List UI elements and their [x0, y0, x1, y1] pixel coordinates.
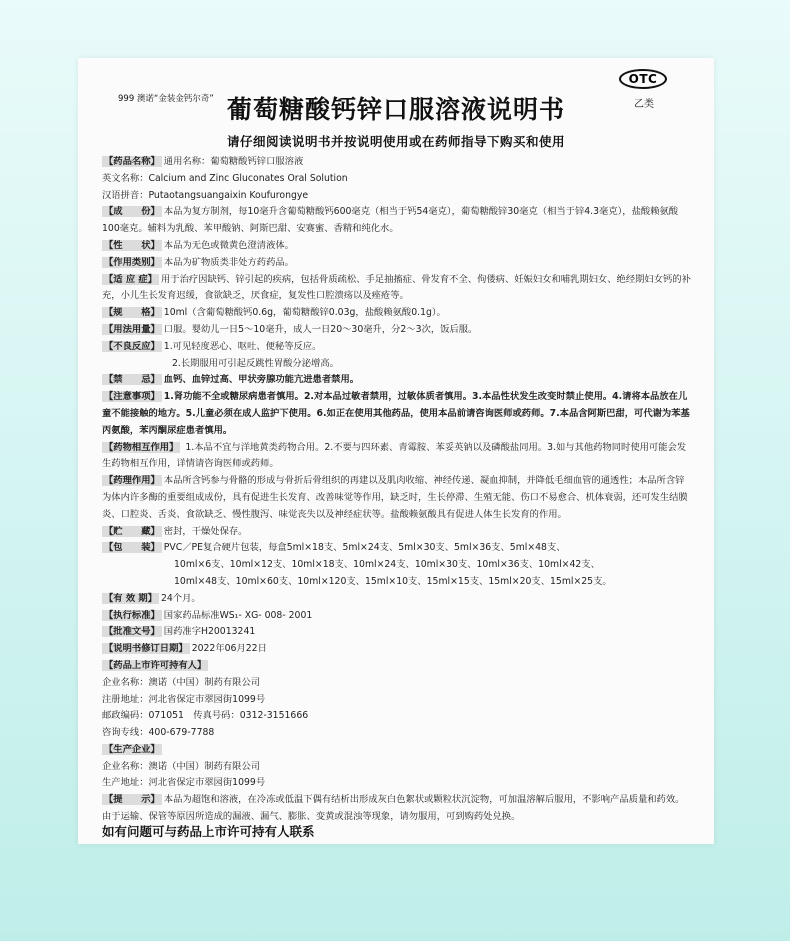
- section-label: 【不良反应】: [104, 340, 160, 352]
- leaflet-paper: [78, 58, 714, 844]
- section-category: [102, 255, 692, 272]
- section-text: 用于治疗因缺钙、锌引起的疾病，包括骨质疏松、手足抽搐症、骨发育不全、佝偻病、妊娠妇女和哺乳期妇女、绝经期妇女钙的补充，小儿生长发育迟缓，食欲缺乏，厌食症，复发性口腔溃疡以及痤疮等。: [102, 273, 691, 302]
- section-label: 【适 应 症】: [104, 273, 157, 285]
- section-label: 【包 装】: [104, 542, 160, 554]
- holder-address: 注册地址：河北省保定市翠园街1099号: [102, 693, 266, 705]
- section-pharmacology: [102, 473, 692, 523]
- section-revision: [102, 641, 692, 658]
- otc-badge: OTC: [619, 69, 667, 89]
- section-label: 【药理作用】: [104, 475, 160, 487]
- section-package: [102, 540, 692, 557]
- section-text: 1.可见轻度恶心、呕吐、便秘等反应。: [163, 340, 322, 352]
- section-spec: [102, 305, 692, 322]
- section-name: [102, 154, 692, 171]
- page-title: 葡萄糖酸钙锌口服溶液说明书: [226, 95, 565, 124]
- holder-company: 企业名称：澳诺（中国）制药有限公司: [102, 676, 261, 688]
- section-standard: [102, 608, 692, 625]
- section-label: 【药品名称】: [104, 156, 160, 167]
- section-text: 本品为复方制剂，每10毫升含葡萄糖酸钙600毫克（相当于钙54毫克），葡萄糖酸锌30毫克（相当于锌4.3毫克），盐酸赖氨酸100毫克。辅料为乳酸、苯甲酸钠、阿斯巴甜、安赛蜜、香精和纯化水。: [102, 206, 679, 235]
- section-composition: [102, 204, 692, 238]
- section-label: 【批准文号】: [104, 626, 160, 638]
- section-interactions: [102, 440, 692, 474]
- section-holder: [102, 658, 692, 675]
- section-text: 本品为无色或微黄色澄清液体。: [163, 239, 294, 251]
- package-line-3: 10ml×48支、10ml×60支、10ml×120支、15ml×10支、15ml×15支、15ml×20支、15ml×25支。: [174, 575, 612, 587]
- section-text: 本品所含钙参与骨骼的形成与骨折后骨组织的再建以及肌肉收缩、神经传递、凝血抑制，并降低毛细血管的通透性；本品所含锌为体内许多酶的重要组成成份，具有促进生长发育、改善味觉等作用，缺乏时，生长停滞、生殖无能、伤口不易愈合、机体衰弱，还可发生结膜炎、口腔炎、舌炎、食欲缺乏、慢性腹泻、味觉丧失以及神经症状等。盐酸赖氨酸具有促进人体生长发育的作用。: [102, 475, 688, 520]
- section-label: 【提 示】: [104, 794, 160, 806]
- section-label: 【注意事项】: [104, 391, 160, 403]
- section-text: 口服。婴幼儿一日5～10毫升，成人一日20～30毫升，分2～3次，饭后服。: [163, 323, 478, 335]
- section-label: 【贮 藏】: [104, 525, 160, 537]
- section-indications: [102, 272, 692, 306]
- section-tip: [102, 792, 692, 826]
- section-text: 1.肾功能不全或糖尿病患者慎用。2.对本品过敏者禁用，过敏体质者慎用。3.本品性状发生改变时禁止使用。4.请将本品放在儿童不能接触的地方。5.儿童必须在成人监护下使用。6.如正在使用其他药品，使用本品前请咨询医师或药师。7.本品含阿斯巴甜，可代谢为苯基丙氨酸，苯丙酮尿症患者慎用。: [102, 391, 690, 436]
- section-properties: [102, 238, 692, 255]
- section-text: 10ml（含葡萄糖酸钙0.6g，葡萄糖酸锌0.03g，盐酸赖氨酸0.1g）。: [163, 307, 446, 319]
- section-label: 【有 效 期】: [104, 592, 157, 604]
- section-label: 【性 状】: [104, 239, 160, 251]
- section-label: 【用法用量】: [104, 323, 160, 335]
- section-validity: [102, 591, 692, 608]
- section-label: 【作用类别】: [104, 256, 160, 268]
- mfr-company: 企业名称：澳诺（中国）制药有限公司: [102, 760, 261, 772]
- section-text: 24个月。: [160, 592, 201, 604]
- section-text: 本品为矿物质类非处方药药品。: [163, 256, 294, 268]
- mfr-address: 生产地址：河北省保定市翠园街1099号: [102, 777, 266, 789]
- name-pinyin: 汉语拼音：Putaotangsuangaixin Koufurongye: [102, 189, 309, 201]
- section-text: 2022年06月22日: [191, 643, 267, 655]
- section-text: 血钙、血锌过高、甲状旁腺功能亢进患者禁用。: [163, 374, 360, 386]
- section-text: 通用名称：葡萄糖酸钙锌口服溶液: [163, 156, 304, 167]
- name-en: 英文名称：Calcium and Zinc Gluconates Oral Solution: [102, 172, 348, 184]
- section-manufacturer: [102, 742, 692, 759]
- section-text: 国家药品标准WS₁- XG- 008- 2001: [163, 609, 313, 621]
- section-label: 【禁 忌】: [104, 374, 160, 386]
- section-label: 【说明书修订日期】: [104, 643, 188, 655]
- page-subtitle: 请仔细阅读说明书并按说明使用或在药师指导下购买和使用: [226, 134, 565, 149]
- section-text: 1.本品不宜与洋地黄类药物合用。2.不要与四环素、青霉胺、苯妥英钠以及磷酸盐同用。3.如与其他药物同时使用可能会发生药物相互作用，详情请咨询医师或药师。: [102, 441, 687, 470]
- holder-hotline: 咨询专线：400-679-7788: [102, 727, 215, 739]
- section-label: 【药品上市许可持有人】: [104, 659, 207, 671]
- brand-logo: 999 澳诺“金装金钙尔奇”: [118, 94, 214, 104]
- section-label: 【执行标准】: [104, 609, 160, 621]
- adr-line-2: 2.长期服用可引起反跳性胃酸分泌增高。: [172, 357, 339, 369]
- section-storage: [102, 524, 692, 541]
- section-adr: [102, 339, 692, 356]
- leaflet-content: [102, 154, 692, 826]
- section-text: 本品为超饱和溶液，在冷冻或低温下偶有结析出形成灰白色絮状或颗粒状沉淀物，可加温溶解后服用，不影响产品质量和药效。由于运输、保管等原因所造成的漏液、漏气、膨胀、变黄或混浊等现象，请勿服用，可到购药处兑换。: [102, 794, 685, 823]
- section-contra: [102, 372, 692, 389]
- package-line-2: 10ml×6支、10ml×12支、10ml×18支、10ml×24支、10ml×30支、10ml×36支、10ml×42支、: [174, 559, 600, 571]
- section-notes: [102, 389, 692, 439]
- section-text: PVC／PE复合硬片包装，每盒5ml×18支、5ml×24支、5ml×30支、5ml×36支、5ml×48支、: [163, 542, 566, 554]
- section-label: 【药物相互作用】: [104, 441, 179, 453]
- holder-post: 邮政编码：071051 传真号码：0312-3151666: [102, 710, 309, 722]
- section-usage: [102, 322, 692, 339]
- section-label: 【规 格】: [104, 307, 160, 319]
- footer-note: 如有问题可与药品上市许可持有人联系: [102, 824, 315, 839]
- section-label: 【成 份】: [104, 206, 160, 218]
- section-approval: [102, 624, 692, 641]
- otc-class: 乙类: [634, 99, 654, 110]
- section-text: 国药准字H20013241: [163, 626, 256, 638]
- section-label: 【生产企业】: [104, 743, 160, 755]
- section-text: 密封，干燥处保存。: [163, 525, 248, 537]
